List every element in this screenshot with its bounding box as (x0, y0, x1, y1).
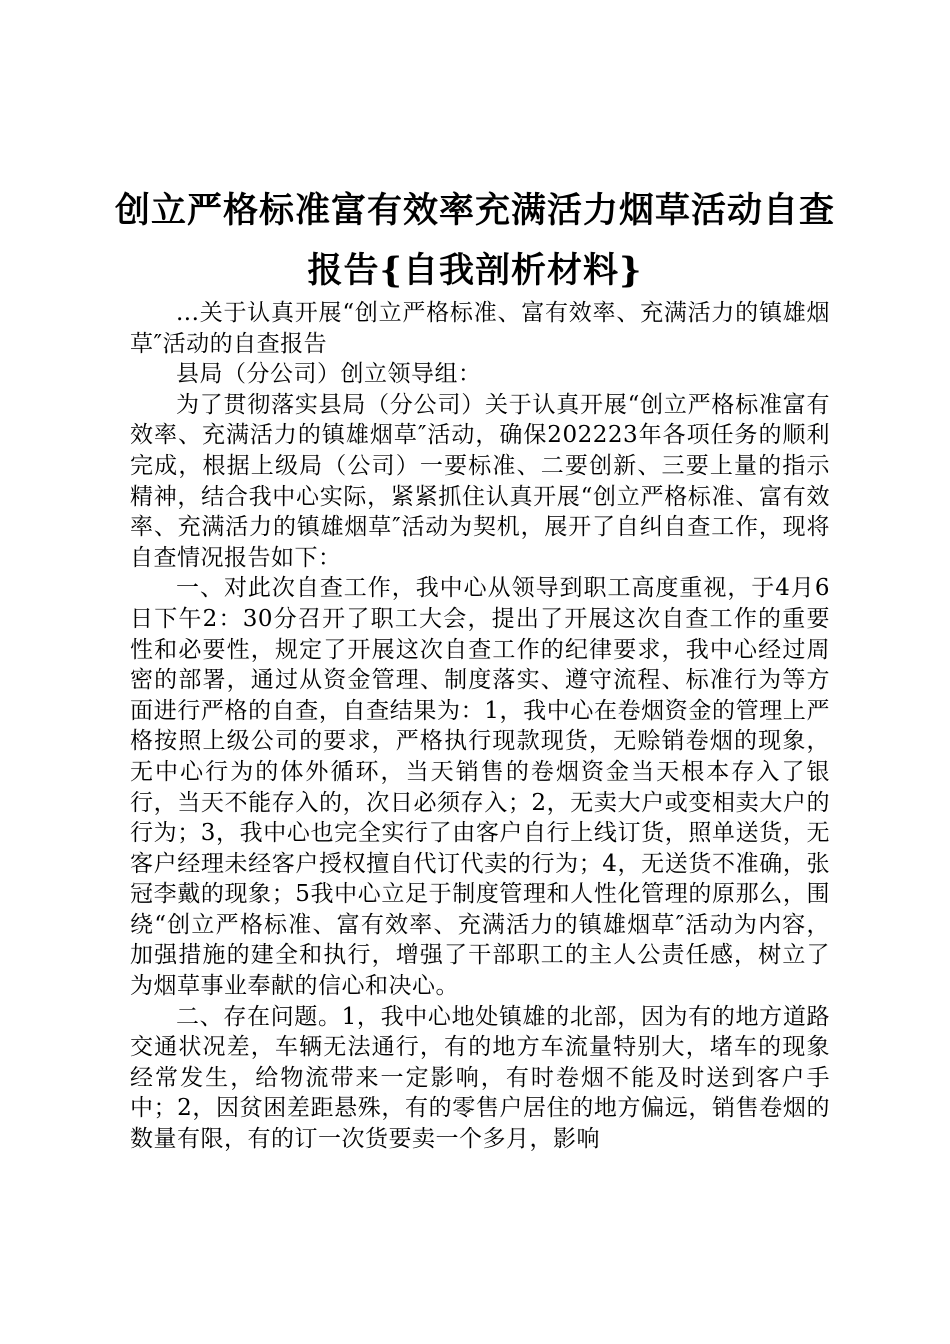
document-title-line-1: 创立严格标准富有效率充满活力烟草活动自查 (114, 190, 835, 231)
section-one-paragraph: 一、对此次自查工作，我中心从领导到职工高度重视，于4月6日下午2：30分召开了职工大会，提出了开展这次自查工作的重要性和必要性，规定了开展这次自查工作的纪律要求，我中心经过周密的部署，通过从资金管理、制度落实、遵守流程、标准行为等方面进行严格的自查，自查结果为：1，我中心在卷烟资金的管理上严格按照上级公司的要求，严格执行现款现货，无赊销卷烟的现象，无中心行为的体外循环，当天销售的卷烟资金当天根本存入了银行，当天不能存入的，次日必须存入；2，无卖大户或变相卖大户的行为；3，我中心也完全实行了由客户自行上线订货，照单送货，无客户经理未经客户授权擅自代订代卖的行为；4，无送货不准确，张冠李戴的现象；5我中心立足于制度管理和人性化管理的原那么，围绕“创立严格标准、富有效率、充满活力的镇雄烟草″活动为内容，加强措施的建全和执行，增强了干部职工的主人公责任感，树立了为烟草事业奉献的信心和决心。 (130, 575, 830, 1000)
section-two-paragraph: 二、存在问题。1，我中心地处镇雄的北部，因为有的地方道路交通状况差，车辆无法通行，有的地方车流量特别大，堵车的现象经常发生，给物流带来一定影响，有时卷烟不能及时送到客户手中；2，因贫困差距悬殊，有的零售户居住的地方偏远，销售卷烟的数量有限，有的订一次货要卖一个多月，影响 (130, 1003, 830, 1153)
document-body (130, 298, 830, 1155)
document-title-line-2: 报告{自我剖析材料} (307, 250, 643, 291)
intro-paragraph: ...关于认真开展“创立严格标准、富有效率、充满活力的镇雄烟草″活动的自查报告 (130, 300, 830, 357)
salutation: 县局（分公司）创立领导组： (176, 361, 482, 388)
body-paragraph: 为了贯彻落实县局（分公司）关于认真开展“创立严格标准富有效率、充满活力的镇雄烟草″活动，确保202223年各项任务的顺利完成，根据上级局（公司）一要标准、二要创新、三要上量的指示精神，结合我中心实际，紧紧抓住认真开展“创立严格标准、富有效率、充满活力的镇雄烟草″活动为契机，展开了自纠自查工作，现将自查情况报告如下： (130, 391, 830, 571)
